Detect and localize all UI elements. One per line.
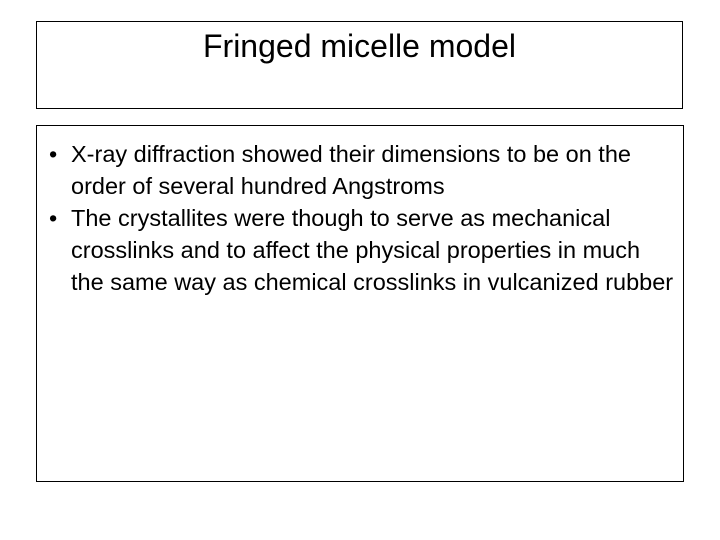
content-box (36, 125, 684, 482)
bullet-text: X-ray diffraction showed their dimensions to be on the order of several hundred Angstroms (71, 141, 631, 199)
bullet-item (49, 202, 677, 298)
title-box (36, 21, 683, 109)
bullet-list (49, 138, 677, 298)
bullet-item (49, 138, 677, 202)
bullet-dot: • (49, 141, 58, 167)
slide-title: Fringed micelle model (202, 28, 516, 64)
bullet-text: The crystallites were though to serve as mechanical crosslinks and to affect the physical properties in much the same way as chemical crosslinks in vulcanized rubber (71, 205, 674, 295)
bullet-dot: • (49, 205, 58, 231)
